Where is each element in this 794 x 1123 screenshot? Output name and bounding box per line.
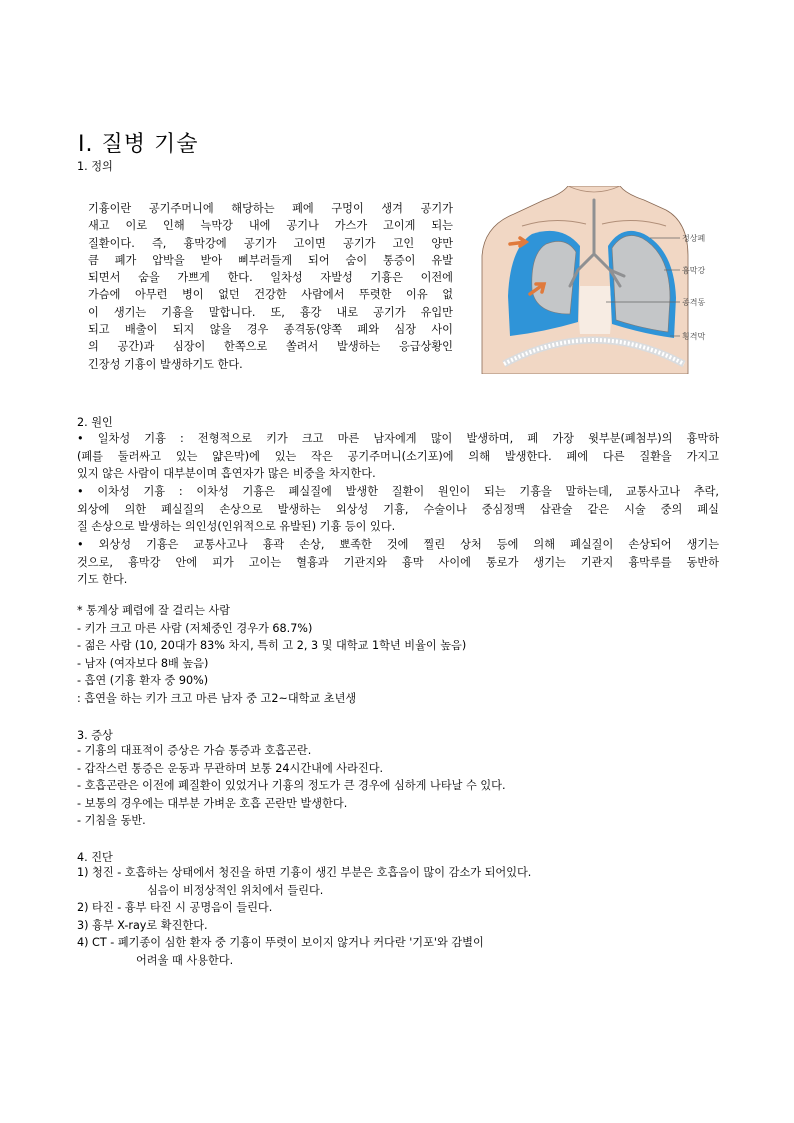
document-title: Ⅰ. 질병 기술 [78,132,199,157]
paragraph-line: 질환이다. 즉, 흉막강에 공기가 고이면 공기가 고인 양만 [88,236,453,250]
paragraph-line: 큼 폐가 압박을 받아 삐부러들게 되어 숨이 통증이 유발 [88,253,453,267]
paragraph-line: 기도 한다. [77,573,128,587]
list-item: - 갑작스런 통증은 운동과 무관하며 보통 24시간내에 사라진다. [77,761,384,775]
list-item: 2) 타진 - 흉부 타진 시 공명음이 들린다. [77,901,273,914]
paragraph-line: 의 공간)과 심장이 한쪽으로 쏠려서 발생하는 응급상황인 [88,340,453,354]
paragraph-line: 되면서 숨을 가쁘게 한다. 일차성 자발성 기흉은 이전에 [88,271,453,285]
figure-label: 종격동 [682,298,706,307]
symptoms-list [77,742,506,830]
list-item: 3) 흉부 X-ray로 확진한다. [77,918,208,932]
cause-paragraph-traumatic [77,536,719,589]
paragraph-line: 새고 이로 인해 늑막강 내에 공기나 가스가 고이게 되는 [88,219,453,233]
paragraph-line: • 외상성 기흉은 교통사고나 흉곽 손상, 뾰족한 것에 찔린 상처 등에 의해 폐실질이 손상되어 생기는 [77,538,719,551]
figure-label: 흉막강 [682,266,706,275]
figure-label: 횡격막 [682,332,706,341]
section-heading-diagnosis: 4. 진단 [77,851,113,864]
cause-paragraph-primary [77,430,719,483]
list-item: : 흡연을 하는 키가 크고 마른 남자 중 고2~대학교 초년생 [77,691,357,705]
list-item: - 기흉의 대표적이 증상은 가슴 통증과 호흡곤란. [77,744,312,757]
list-item-continuation: 심음이 비정상적인 위치에서 들린다. [147,883,324,897]
paragraph-line: 있지 않은 사람이 대부분이며 흡연자가 많은 비중을 차지한다. [77,467,376,481]
paragraph-line: • 이차성 기흉 : 이차성 기흉은 폐실질에 발생한 질환이 원인이 되는 기흉을 말하는데, 교통사고나 추락, [77,485,719,498]
section-heading-definition: 1. 정의 [77,160,113,173]
mediastinum [579,286,611,334]
pneumothorax-illustration [474,186,714,374]
section-heading-symptoms: 3. 증상 [77,729,113,742]
stats-list [77,602,466,707]
paragraph-line: 긴장성 기흉이 발생하기도 한다. [88,357,243,371]
paragraph-line: • 일차성 기흉 : 전형적으로 키가 크고 마른 남자에게 많이 발생하며, 폐 가장 윗부분(폐첨부)의 흉막하 [77,432,719,445]
list-item: - 호흡곤란은 이전에 폐질환이 있었거나 기흉의 정도가 큰 경우에 심하게 나타날 수 있다. [77,779,506,792]
paragraph-line: 가슴에 아무런 병이 없던 건강한 사람에서 뚜렷한 이유 없 [88,288,453,302]
list-item: - 젊은 사람 (10, 20대가 83% 차지, 특히 고 2, 3 및 대학교 1학년 비율이 높음) [77,639,467,652]
paragraph-line: 질 손상으로 발생하는 의인성(인위적으로 유발된) 기흉 등이 있다. [77,520,396,534]
list-item-continuation: 어려울 때 사용한다. [136,953,234,967]
paragraph-line: 외상에 의한 폐실질의 손상으로 발생하는 외상성 기흉, 수술이나 중심정맥 삽관술 같은 시술 중의 폐실 [77,502,719,516]
collapsed-lung [532,241,576,314]
list-item: - 키가 크고 마른 사람 (저체중인 경우가 68.7%) [77,621,313,635]
diagnosis-list [77,864,531,969]
list-item: 1) 청진 - 호흡하는 상태에서 청진을 하면 기흉이 생긴 부분은 호흡음이 많이 감소가 되어있다. [77,866,532,879]
list-item: - 흡연 (기흉 환자 중 90%) [77,674,209,687]
definition-paragraph [88,200,453,373]
list-item: - 기침을 동반. [77,814,146,827]
list-item: 4) CT - 폐기종이 심한 환자 중 기흉이 뚜렷이 보이지 않거나 커다란 '기포'와 감별이 [77,936,484,949]
cause-paragraph-secondary [77,483,719,536]
paragraph-line: 이 생기는 기흉을 말합니다. 또, 흉강 내로 공기가 유입만 [88,305,453,319]
paragraph-line: 것으로, 흉막강 안에 피가 고이는 혈흉과 기관지와 흉막 사이에 통로가 생기는 기관지 흉막루를 동반하 [77,555,719,569]
section-heading-cause: 2. 원인 [77,416,113,429]
figure-label: 정상폐 [682,234,706,243]
paragraph-line: (폐를 둘러싸고 있는 얇은막)에 있는 작은 공기주머니(소기포)에 의해 발생한다. 폐에 다른 질환을 가지고 [77,449,719,463]
list-item: - 보통의 경우에는 대부분 가벼운 호흡 곤란만 발생한다. [77,796,348,810]
paragraph-line: 되고 배출이 되지 않을 경우 종격동(양쪽 폐와 심장 사이 [88,323,453,337]
list-item: - 남자 (여자보다 8배 높음) [77,656,209,670]
list-item: * 통계상 폐렴에 잘 걸리는 사람 [77,604,231,617]
paragraph-line: 기흉이란 공기주머니에 해당하는 폐에 구멍이 생겨 공기가 [88,202,453,215]
